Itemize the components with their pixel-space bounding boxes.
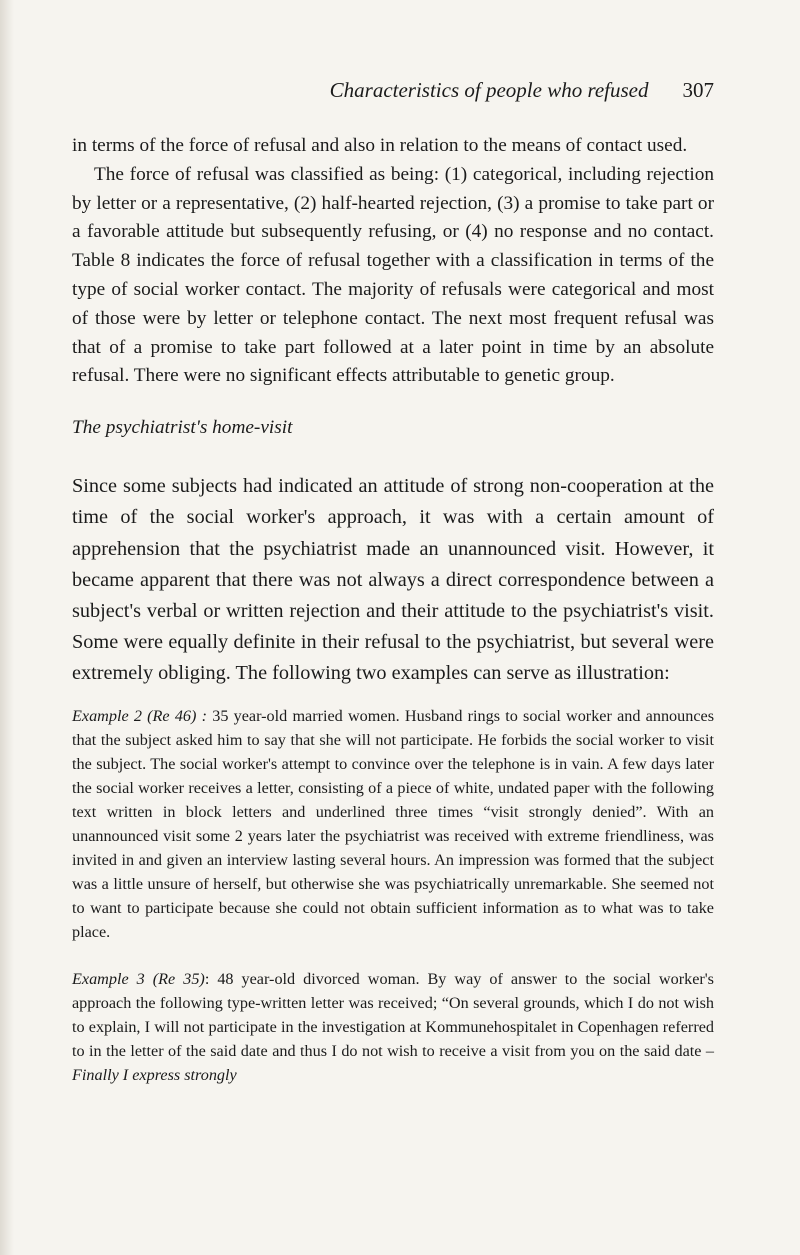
paragraph-continuation: in terms of the force of refusal and also in relation to the means of contact used. bbox=[72, 135, 688, 156]
page-number: 307 bbox=[682, 78, 714, 102]
example-3-emphasis: Finally I express strongly bbox=[72, 1065, 237, 1084]
example-2 bbox=[72, 704, 714, 945]
paragraph-force-of-refusal: The force of refusal was classified as being: (1) categorical, including rejection by letter or a representative, (2) half-hearted rejection, (3) a promise to take part or a favorable attitude but subsequently refusing, or (4) no response and no contact. Table 8 indicates the force of refusal together with a classification in terms of the type of social worker contact. The majority of refusals were categorical and most of those were by letter or telephone contact. The next most frequent refusal was that of a promise to take part followed at a later point in time by an absolute refusal. There were no significant effects attributable to genetic group. bbox=[72, 163, 714, 387]
example-2-label: Example 2 (Re 46) : bbox=[72, 706, 208, 725]
running-title: Characteristics of people who refused bbox=[329, 78, 649, 102]
example-3 bbox=[72, 967, 714, 1087]
paragraph-home-visit: Since some subjects had indicated an attitude of strong non-cooperation at the time of the social worker's approach, it was with a certain amount of apprehension that the psychiatrist made an unannounced visit. However, it became apparent that there was not always a direct correspondence between a subject's verbal or written rejection and their attitude to the psychiatrist's visit. Some were equally definite in their refusal to the psychiatrist, but several were extremely obliging. The following two examples can serve as illustration: bbox=[72, 475, 714, 685]
example-3-label: Example 3 (Re 35) bbox=[72, 969, 205, 988]
book-page bbox=[72, 78, 714, 1109]
running-head bbox=[72, 78, 714, 112]
example-2-text: 35 year-old married women. Husband rings to social worker and announces that the subject asked him to say that she will not participate. He forbids the social worker to visit the subject. The social worker's attempt to convince over the telephone is in vain. A few days later the social worker receives a letter, consisting of a piece of white, undated paper with the following text written in block letters and underlined three times “visit strongly denied”. With an unannounced visit some 2 years later the psychiatrist was received with extreme friendliness, was invited in and given an interview lasting several hours. An impression was formed that the subject was a little unsure of herself, but otherwise she was psychiatrically unremarkable. She seemed not to want to participate because she could not obtain sufficient information as to what was to take place. bbox=[72, 706, 714, 942]
example-3-text: : 48 year-old divorced woman. By way of answer to the social worker's approach the following type-written letter was received; “On several grounds, which I do not wish to explain, I will not participate in the investigation at Kommunehospitalet in Copenhagen referred to in the letter of the said date and thus I do not wish to receive a visit from you on the said date – bbox=[72, 969, 714, 1060]
section-heading: The psychiatrist's home-visit bbox=[72, 417, 293, 439]
page-gutter-shadow bbox=[0, 0, 14, 1255]
